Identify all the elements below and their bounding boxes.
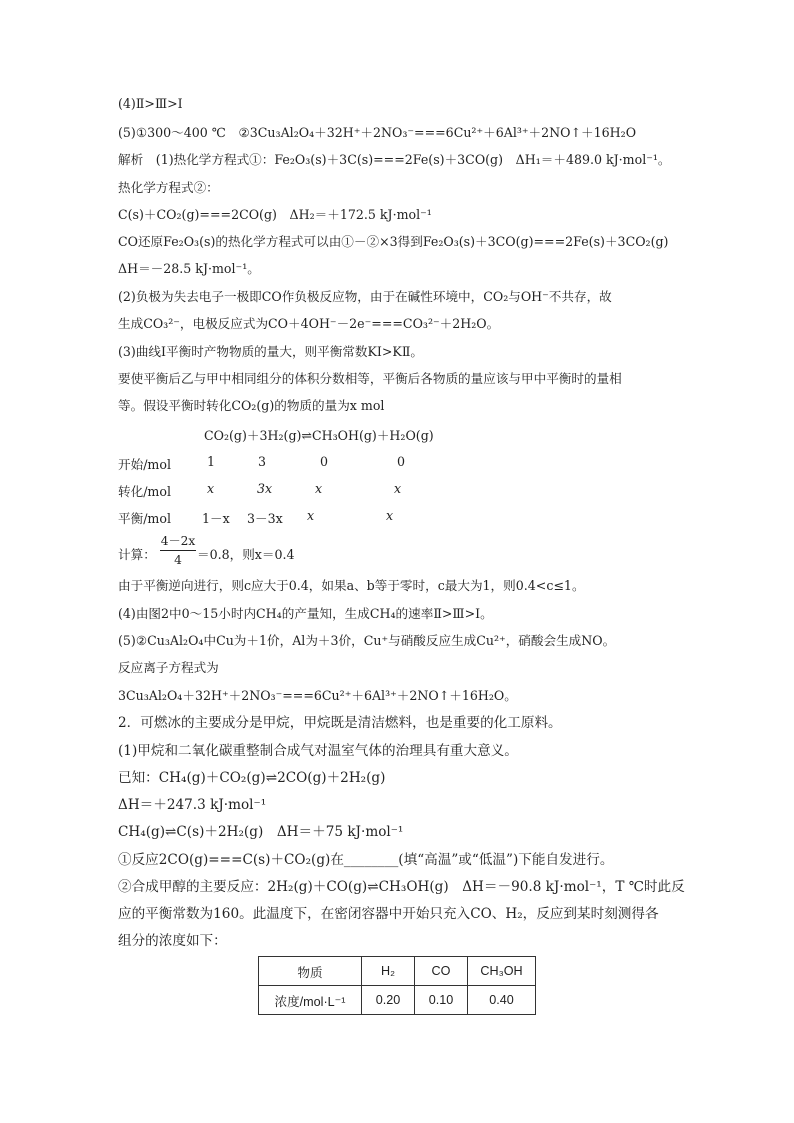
calc-numerator: 4－2x [160,534,196,548]
row-value: 0 [397,454,406,469]
analysis-line-2: 热化学方程式②： [118,180,219,195]
table-header-row [259,957,536,986]
analysis-line-15: 3Cu₃Al₂O₄＋32H⁺＋2NO₃⁻===6Cu²⁺＋6Al³⁺＋2NO↑＋16H₂O。 [118,688,517,703]
equilibrium-equation: CO₂(g)＋3H₂(g)⇌CH₃OH(g)＋H₂O(g) [204,428,434,443]
answer-line-5: (5)①300～400 ℃ ②3Cu₃Al₂O₄＋32H⁺＋2NO₃⁻===6Cu²⁺＋6Al³⁺＋2NO↑＋16H₂O [118,125,637,140]
question-line-1: 2．可燃冰的主要成分是甲烷，甲烷既是清洁燃料，也是重要的化工原料。 [118,715,562,731]
row-value: 1－x [202,511,230,526]
analysis-line-12: (4)由图2中0～15小时内CH₄的产量知，生成CH₄的速率Ⅱ>Ⅲ>Ⅰ。 [118,606,493,621]
calc-suffix: ＝0.8，则x＝0.4 [197,547,295,562]
analysis-line-14: 反应离子方程式为 [118,660,219,675]
row-label: 平衡/mol [118,511,171,526]
calc-prefix: 计算： [118,547,156,562]
analysis-line-10: 等。假设平衡时转化CO₂(g)的物质的量为x mol [118,398,385,413]
row-value: x [307,508,315,523]
analysis-line-5: ΔH＝－28.5 kJ·mol⁻¹。 [118,261,260,276]
question-line-5: CH₄(g)⇌C(s)＋2H₂(g) ΔH＝＋75 kJ·mol⁻¹ [118,824,404,840]
question-line-7: ②合成甲醇的主要反应：2H₂(g)＋CO(g)⇌CH₃OH(g) ΔH＝－90.8 kJ·mol⁻¹，T ℃时此反 [118,879,685,895]
row-value: x [207,481,215,496]
answer-line-4: (4)Ⅱ>Ⅲ>Ⅰ [118,96,183,111]
fraction-bar [160,550,196,551]
row-value: 3x [257,481,273,496]
calc-denominator: 4 [174,553,182,567]
analysis-line-13: (5)②Cu₃Al₂O₄中Cu为＋1价，Al为＋3价，Cu⁺与硝酸反应生成Cu²⁺，硝酸会生成NO。 [118,633,616,648]
analysis-line-6: (2)负极为失去电子一极即CO作负极反应物，由于在碱性环境中，CO₂与OH⁻不共存，故 [118,289,612,304]
table-cell: 0.20 [362,986,415,1015]
row-value: x [394,481,402,496]
analysis-line-8: (3)曲线Ⅰ平衡时产物物质的量大，则平衡常数KⅠ>KⅡ。 [118,344,423,359]
table-row-label: 浓度/mol·L⁻¹ [259,986,362,1015]
row-value: 1 [207,454,216,469]
question-line-8: 应的平衡常数为160。此温度下，在密闭容器中开始只充入CO、H₂，反应到某时刻测得各 [118,906,659,922]
question-line-2: (1)甲烷和二氧化碳重整制合成气对温室气体的治理具有重大意义。 [118,743,518,759]
question-line-3: 已知：CH₄(g)＋CO₂(g)⇌2CO(g)＋2H₂(g) [118,770,386,786]
row-value: x [315,481,323,496]
analysis-line-4: CO还原Fe₂O₃(s)的热化学方程式可以由①－②×3得到Fe₂O₃(s)＋3CO(g)===2Fe(s)＋3CO₂(g) [118,234,669,249]
row-value: x [386,508,394,523]
question-line-6: ①反应2CO(g)===C(s)＋CO₂(g)在________(填“高温”或“低温”)下能自发进行。 [118,852,614,868]
row-label: 转化/mol [118,484,171,499]
table-header: CO [415,957,468,986]
analysis-line-7: 生成CO₃²⁻，电极反应式为CO＋4OH⁻－2e⁻===CO₃²⁻＋2H₂O。 [118,316,500,331]
table-header: H₂ [362,957,415,986]
analysis-line-9: 要使平衡后乙与甲中相同组分的体积分数相等，平衡后各物质的量应该与甲中平衡时的量相 [118,371,622,386]
concentration-table [258,956,536,1015]
table-cell: 0.10 [415,986,468,1015]
question-line-4: ΔH＝＋247.3 kJ·mol⁻¹ [118,797,267,813]
row-value: 3 [258,454,267,469]
row-value: 3－3x [247,511,283,526]
row-label: 开始/mol [118,457,171,472]
table-cell: 0.40 [468,986,536,1015]
analysis-line-3: C(s)＋CO₂(g)===2CO(g) ΔH₂＝＋172.5 kJ·mol⁻¹ [118,207,432,222]
table-header: CH₃OH [468,957,536,986]
row-value: 0 [320,454,329,469]
question-line-9: 组分的浓度如下： [118,933,227,949]
table-row [259,986,536,1015]
analysis-line-11: 由于平衡逆向进行，则c应大于0.4，如果a、b等于零时，c最大为1，则0.4<c≤1。 [118,578,585,593]
analysis-line-1: 解析 (1)热化学方程式①：Fe₂O₃(s)＋3C(s)===2Fe(s)＋3CO(g) ΔH₁＝＋489.0 kJ·mol⁻¹。 [118,152,671,167]
table-header: 物质 [259,957,362,986]
